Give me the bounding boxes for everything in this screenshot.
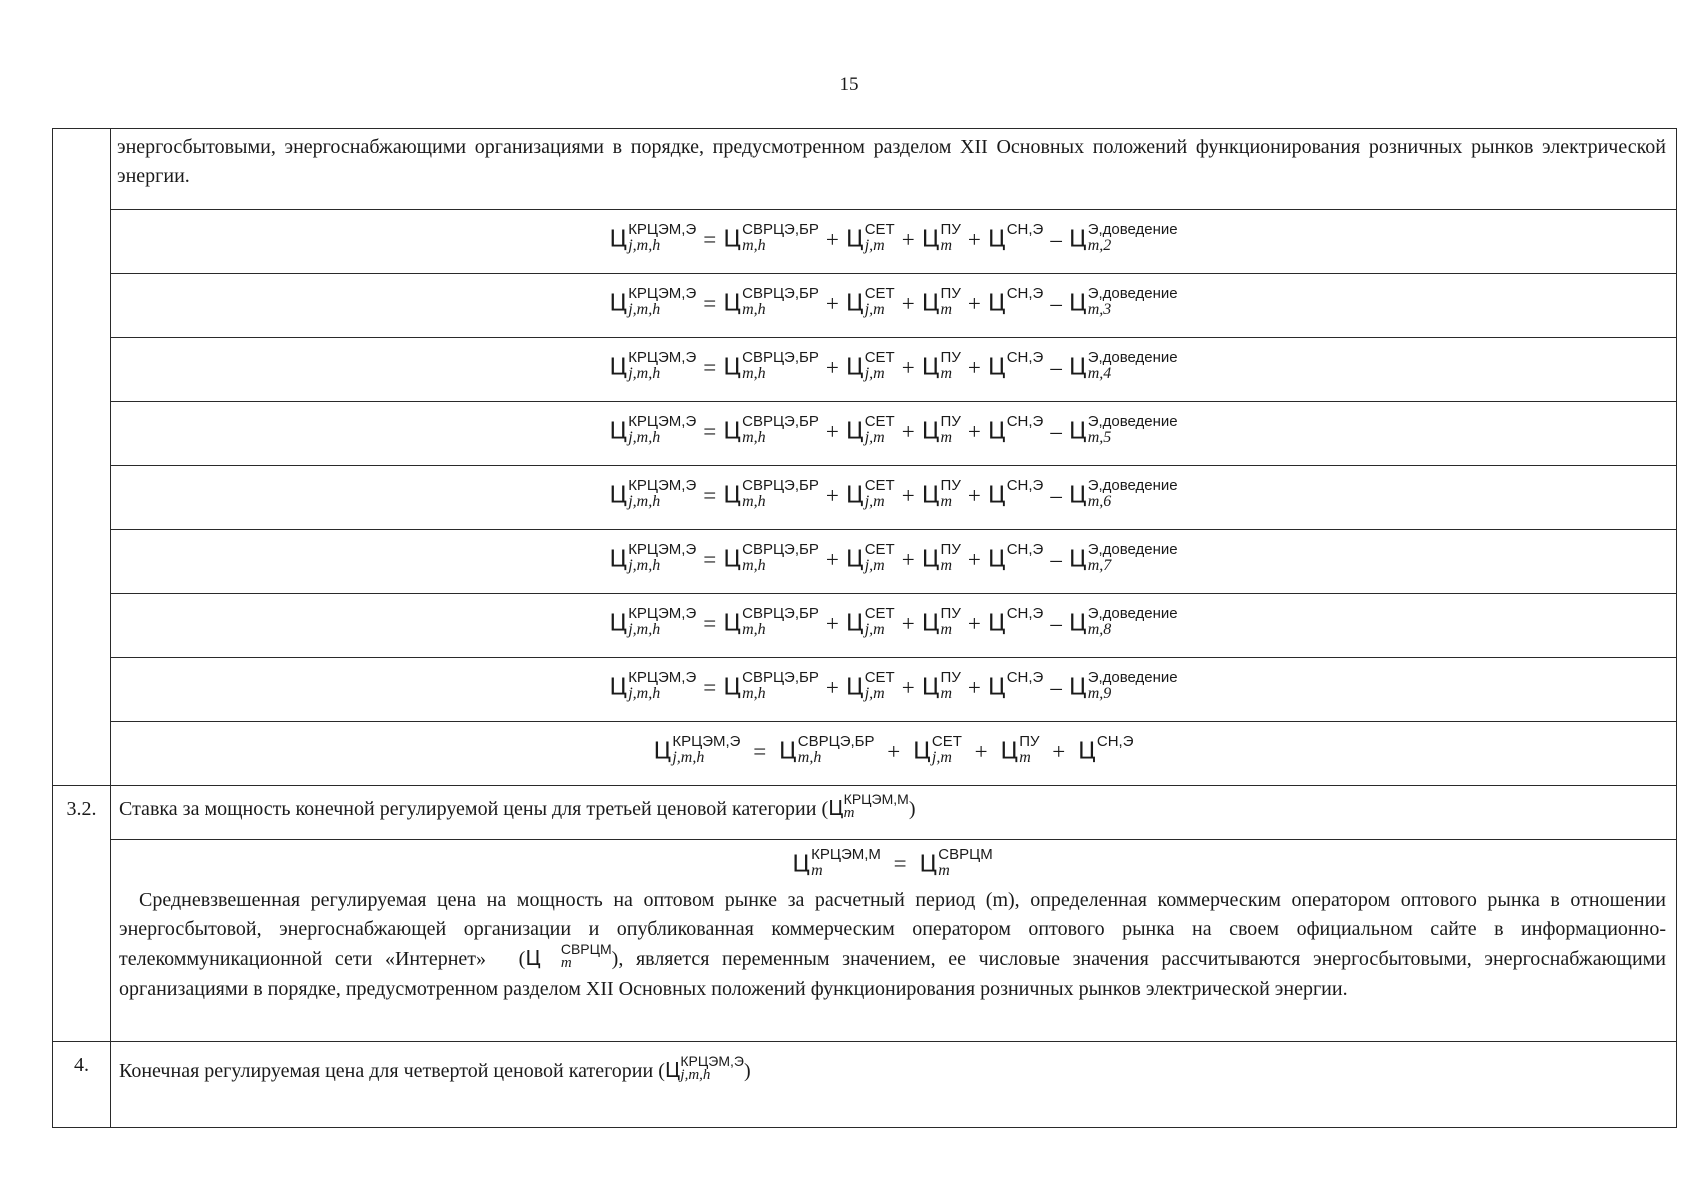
formula: Ц КРЦЭМ,Э j,m,h = Ц СВРЦЭ,БР m,h + Ц СЕТ j,m + Ц ПУ m + Ц СН,Э – Ц Э,доведение m,8 [609,605,1178,639]
formula: Ц КРЦЭМ,Э j,m,h = Ц СВРЦЭ,БР m,h + Ц СЕТ j,m + Ц ПУ m + Ц СН,Э – Ц Э,доведение m,9 [609,669,1178,703]
page-number: 15 [839,74,859,95]
intro-text: энергосбытовыми, энергоснабжающими организациями в порядке, предусмотренном разделом XII Основных положений функционирования розничных рынков электрической энергии. [111,129,1677,210]
formula: Ц КРЦЭМ,Э j,m,h = Ц СВРЦЭ,БР m,h + Ц СЕТ j,m + Ц ПУ m + Ц СН,Э – Ц Э,доведение m,6 [609,477,1178,511]
table-row [53,465,1677,529]
table-row [53,529,1677,593]
formula: Ц КРЦЭМ,Э j,m,h = Ц СВРЦЭ,БР m,h + Ц СЕТ j,m + Ц ПУ m + Ц СН,Э – Ц Э,доведение m,5 [609,413,1178,447]
formula-cell [111,401,1677,465]
formula-cell [111,593,1677,657]
formula-cell [111,273,1677,337]
formula: Ц КРЦЭМ,Э j,m,h = Ц СВРЦЭ,БР m,h + Ц СЕТ j,m + Ц ПУ m + Ц СН,Э – Ц Э,доведение m,7 [609,541,1178,575]
formula-cell [111,657,1677,721]
table-row [53,337,1677,401]
formula: Ц КРЦЭМ,Э j,m,h = Ц СВРЦЭ,БР m,h + Ц СЕТ j,m + Ц ПУ m + Ц СН,Э [653,733,1134,767]
section-description-3-2 [111,839,1677,1041]
formula: Ц КРЦЭМ,М m = Ц СВРЦМ m [792,845,993,879]
tariff-table [52,128,1677,1128]
table-row [53,785,1677,839]
table-row [53,657,1677,721]
table-row [53,593,1677,657]
formula-cell [111,529,1677,593]
section-title-3-2: Ставка за мощность конечной регулируемой цены для третьей ценовой категории (Ц КРЦЭМ,М m ) [111,785,1677,839]
formula-cell-last [111,721,1677,785]
formula: Ц КРЦЭМ,Э j,m,h = Ц СВРЦЭ,БР m,h + Ц СЕТ j,m + Ц ПУ m + Ц СН,Э – Ц Э,доведение m,3 [609,285,1178,319]
table-row [53,721,1677,785]
section-title-4: Конечная регулируемая цена для четвертой ценовой категории (Ц КРЦЭМ,Э j,m,h ) [111,1042,1677,1128]
table-row [53,839,1677,1041]
table-row [53,273,1677,337]
table-row [53,209,1677,273]
section-number: 3.2. [53,785,111,1041]
number-cell [53,129,111,786]
formula: Ц КРЦЭМ,Э j,m,h = Ц СВРЦЭ,БР m,h + Ц СЕТ j,m + Ц ПУ m + Ц СН,Э – Ц Э,доведение m,2 [609,221,1178,255]
table-row [53,129,1677,210]
formula-cell [111,337,1677,401]
table-row [53,1042,1677,1128]
formula: Ц КРЦЭМ,Э j,m,h = Ц СВРЦЭ,БР m,h + Ц СЕТ j,m + Ц ПУ m + Ц СН,Э – Ц Э,доведение m,4 [609,349,1178,383]
table-row [53,401,1677,465]
section-number: 4. [53,1042,111,1128]
formula-cell [111,465,1677,529]
description-text: Средневзвешенная регулируемая цена на мощность на оптовом рынке за расчетный период (m), определенная коммерческим оператором оптового рынка в отношении энергосбытовой, энергоснабжающей организации и опубликованная коммерческим оператором оптового рынка на своем официальном сайте в информационно-телекоммуникационной сети «Интернет» (Ц СВРЦМ m ), является переменным значением, ее числовые значения рассчитываются энергосбытовыми, энергоснабжающими организациями в порядке, предусмотренном разделом XII Основных положений функционирования розничных рынков электрической энергии. [119,888,1666,1000]
formula-cell [111,209,1677,273]
